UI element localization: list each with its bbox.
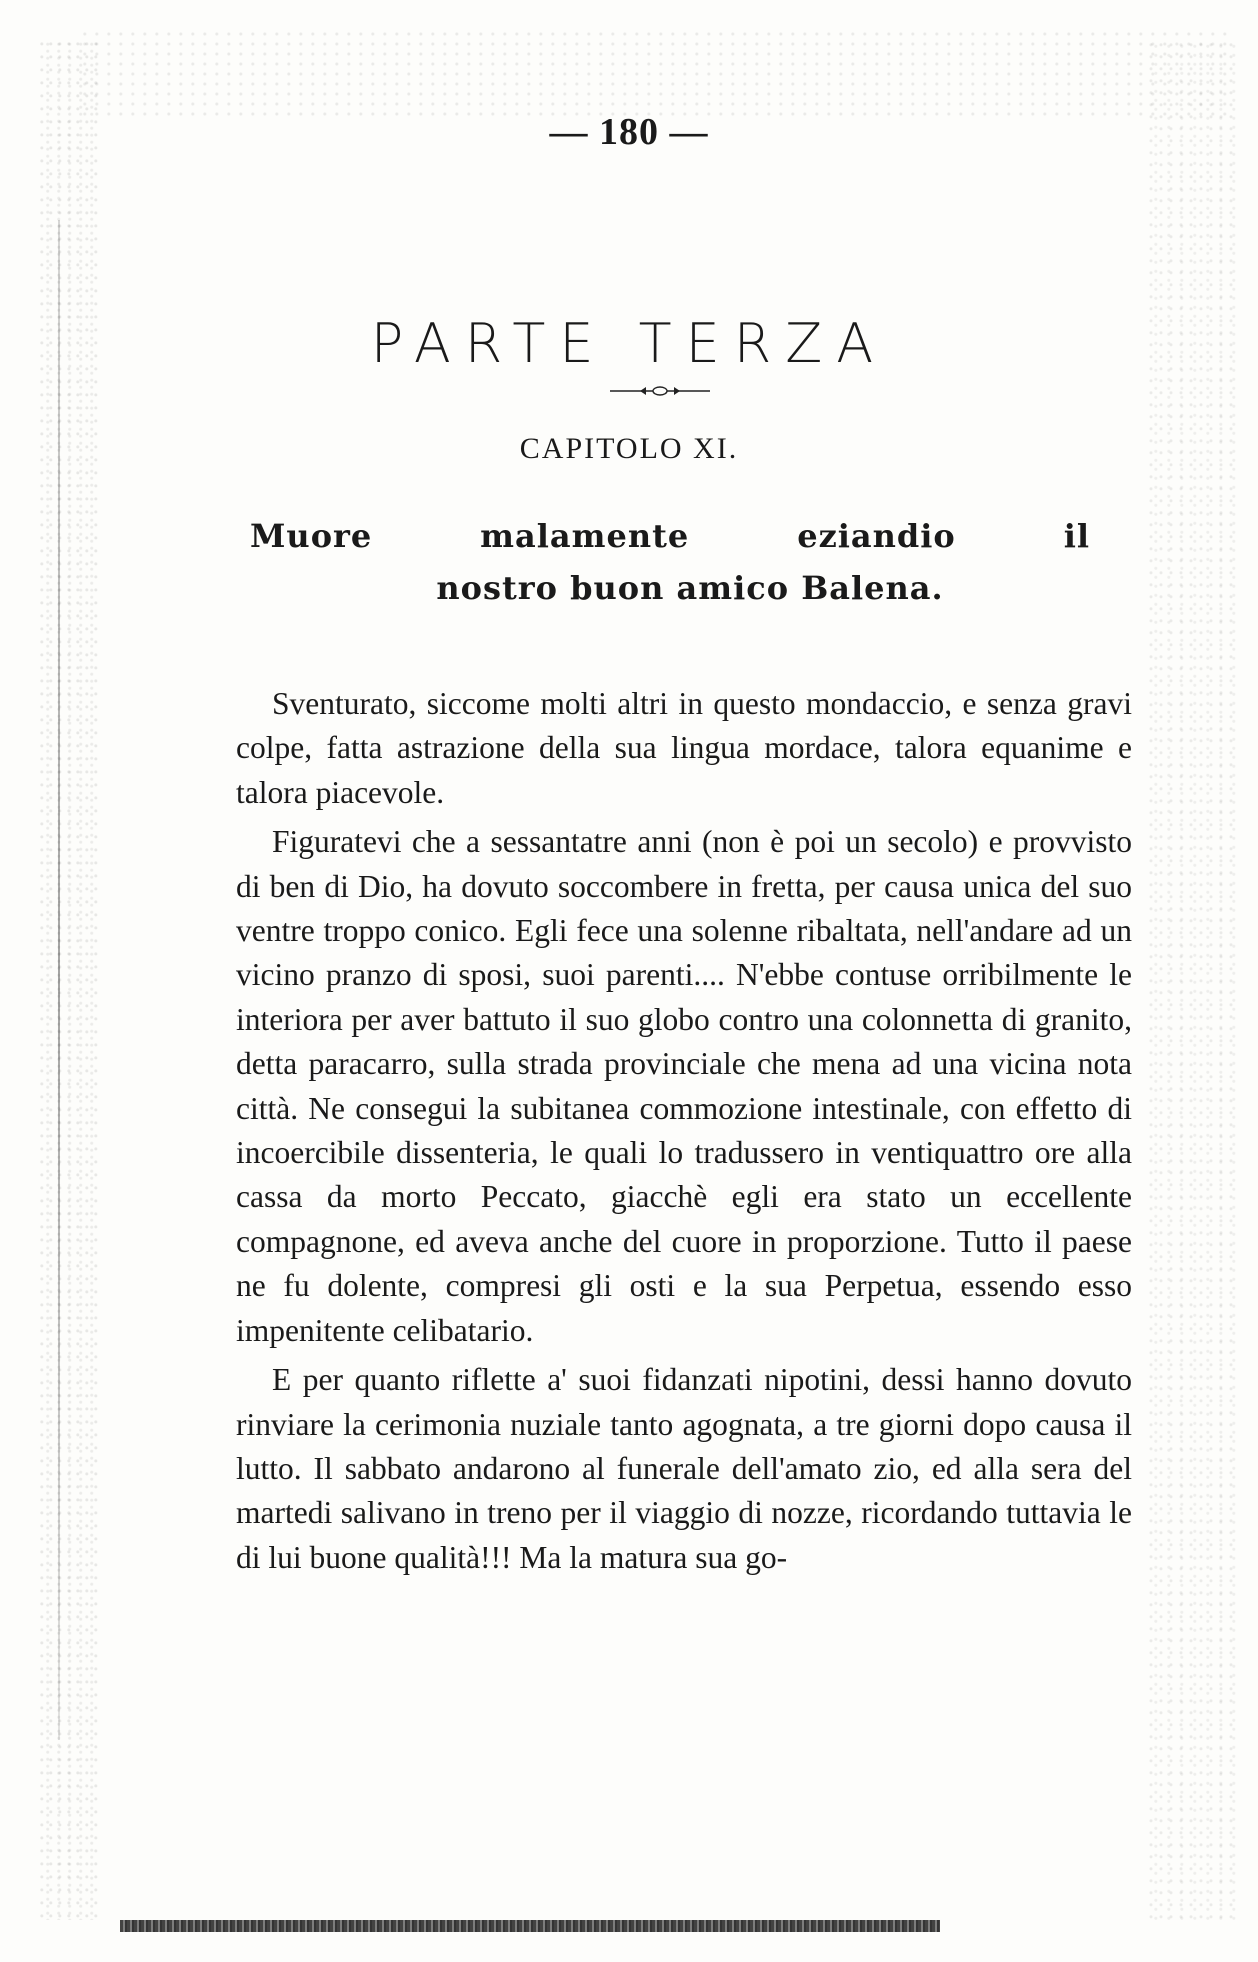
chapter-heading-line-1 [250,510,1090,562]
heading-word: eziandio [797,517,956,555]
chapter-number: CAPITOLO XI. [519,432,739,465]
heading-word: il [1063,517,1090,555]
scan-bottom-edge [120,1920,940,1932]
heading-word: Muore [250,517,373,555]
paragraph: E per quanto riflette a' suoi fidanzati nipotini, dessi hanno dovuto rinviare la cerimonia nuziale tanto agognata, a tre giorni dopo causa il lutto. Il sabbato andarono al funerale dell'amato zio, ed alla sera del martedi salivano in treno per il viaggio di nozze, ricordando tuttavia le di lui buone qualità!!! Ma la matura sua go- [236,1362,1132,1575]
chapter-heading [250,510,1090,614]
paragraph: Figuratevi che a sessantatre anni (non è poi un secolo) e provvisto di ben di Dio, ha dovuto soccombere in fretta, per causa unica del suo ventre troppo conico. Egli fece una solenne ribaltata, nell'andare ad un vicino pranzo di sposi, suoi parenti.... N'ebbe contuse orribilmente le interiora per aver battuto il suo globo contro una colonnetta di granito, detta paracarro, sulla strada provinciale che mena ad una vicina nota città. Ne consegui la subitanea commozione intestinale, con effetto di incoercibile dissenteria, le quali lo tradussero in ventiquattro ore alla cassa da morto Peccato, giacchè egli era stato un eccellente compagnone, ed aveva anche del cuore in proporzione. Tutto il paese ne fu dolente, compresi gli osti e la sua Perpetua, essendo esso impenitente celibatario. [236,824,1132,1348]
ornament-divider-icon [610,384,710,398]
body-text [236,682,1132,1580]
part-title: PARTE TERZA [370,312,888,375]
scan-noise-top [80,30,1230,120]
heading-word: malamente [480,517,690,555]
chapter-heading-line-2: nostro buon amico Balena. [436,569,944,607]
paragraph: Sventurato, siccome molti altri in questo mondaccio, e senza gravi colpe, fatta astrazione della sua lingua mordace, talora equanime e talora piacevole. [236,686,1132,810]
page-number: — 180 — [549,111,709,153]
